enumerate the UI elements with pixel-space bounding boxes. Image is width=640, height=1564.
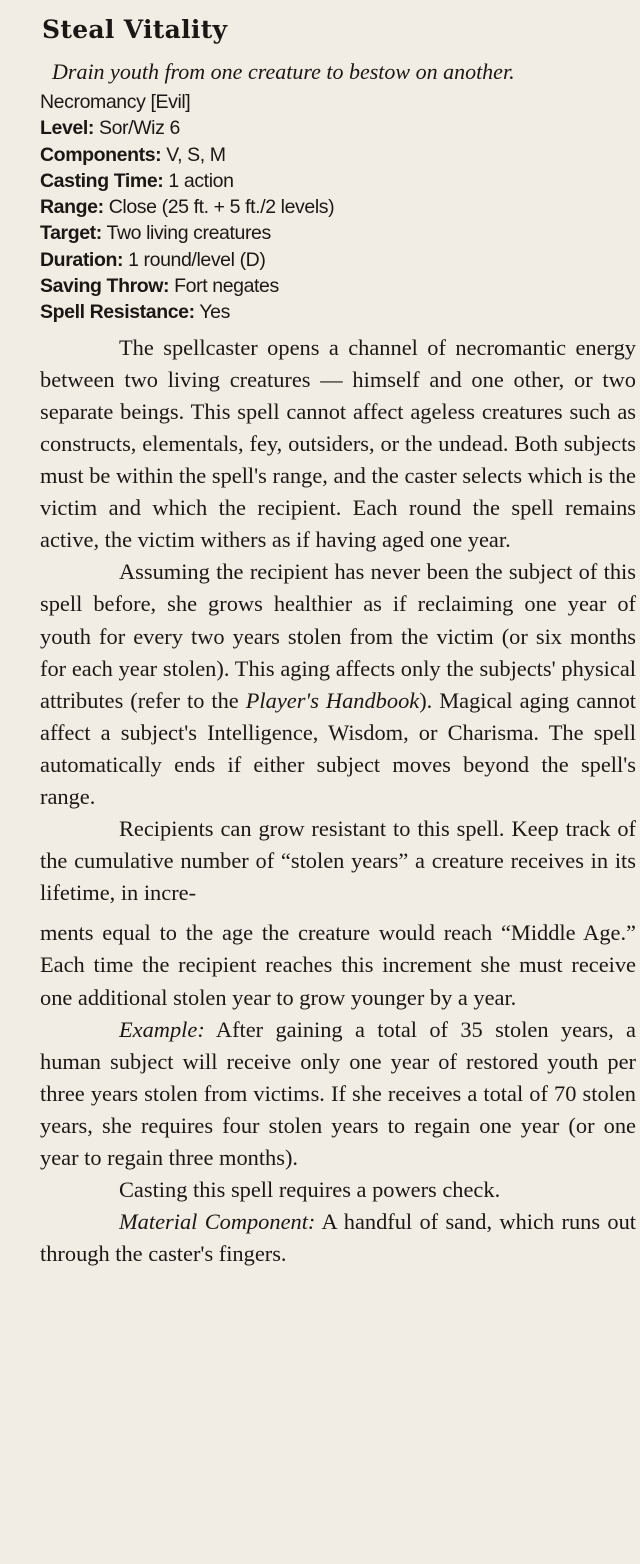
stat-label: Range:: [40, 196, 104, 219]
spell-title: Steal Vitality: [42, 15, 228, 44]
book-title: Player's Handbook: [245, 687, 420, 713]
example-paragraph: [40, 1014, 636, 1174]
example-label: Example:: [119, 1016, 205, 1042]
stat-value: Sor/Wiz 6: [99, 117, 180, 140]
paragraph-text: After gaining a total of 35 stolen years, a human subject will receive only one year of restored youth per three years stolen from victims. If she receives a total of 70 stolen years, she requires four stolen years to regain one year (or one year to regain three months).: [40, 1016, 636, 1171]
stat-saving-throw: [40, 273, 636, 299]
description-paragraph: The spellcaster opens a channel of necromantic energy between two living creatures — himself and one other, or two separate beings. This spell cannot affect ageless creatures such as constructs, elementals, fey, outsiders, or the undead. Both subjects must be within the spell's range, and the caster selects which is the victim and which the recipient. Each round the spell remains active, the victim withers as if having aged one year.: [40, 334, 636, 553]
stat-target: [40, 220, 636, 246]
stat-value: Yes: [199, 301, 230, 324]
description-paragraph: [40, 556, 636, 813]
paragraph-text: Assuming the recipient has never been the subject of this spell before, she grows healthier as if reclaiming one year of youth for every two years stolen from the victim (or six months for each year stolen). This aging affects only the subjects' physical attributes (refer to the: [40, 559, 636, 713]
stat-label: Level:: [40, 117, 94, 140]
stat-casting-time: [40, 168, 636, 194]
stat-components: [40, 142, 636, 168]
stat-label: Components:: [40, 143, 162, 166]
spell-entry: [40, 14, 636, 1270]
spell-description: [40, 332, 636, 1271]
material-component-paragraph: [40, 1206, 636, 1270]
stat-label: Saving Throw:: [40, 275, 170, 298]
description-paragraph-continued: ments equal to the age the creature would reach “Middle Age.” Each time the recipient reaches this increment she must receive one additional stolen year to grow younger by a year.: [40, 920, 636, 1010]
stat-value: Two living creatures: [106, 222, 271, 245]
description-paragraph: Recipients can grow resistant to this spell. Keep track of the cumulative number of “stolen years” a creature receives in its lifetime, in incre-: [40, 816, 636, 906]
spell-school: Necromancy [Evil]: [40, 91, 191, 113]
stat-spell-resistance: [40, 299, 636, 325]
stat-label: Casting Time:: [40, 169, 164, 192]
stat-value: Close (25 ft. + 5 ft./2 levels): [108, 196, 335, 219]
stat-value: V, S, M: [166, 143, 226, 166]
stat-value: Fort negates: [174, 275, 279, 298]
paragraph-text: A handful of sand, which runs out through the caster's fingers.: [40, 1209, 636, 1267]
stat-label: Spell Resistance:: [40, 301, 195, 324]
stat-duration: [40, 247, 636, 273]
paragraph-text: ). Magical aging cannot affect a subject's Intelligence, Wisdom, or Charisma. The spell automatically ends if either subject moves beyond the spell's range.: [40, 687, 637, 809]
stat-value: 1 action: [168, 169, 234, 192]
stat-range: [40, 194, 636, 220]
stat-label: Duration:: [40, 248, 124, 271]
description-paragraph: Casting this spell requires a powers check.: [119, 1177, 501, 1203]
material-component-label: Material Component:: [119, 1209, 316, 1235]
stat-value: 1 round/level (D): [128, 248, 266, 271]
spell-tagline: Drain youth from one creature to bestow on another.: [52, 59, 515, 84]
spell-stat-block: [40, 89, 636, 326]
stat-level: [40, 115, 636, 141]
stat-label: Target:: [40, 222, 102, 245]
